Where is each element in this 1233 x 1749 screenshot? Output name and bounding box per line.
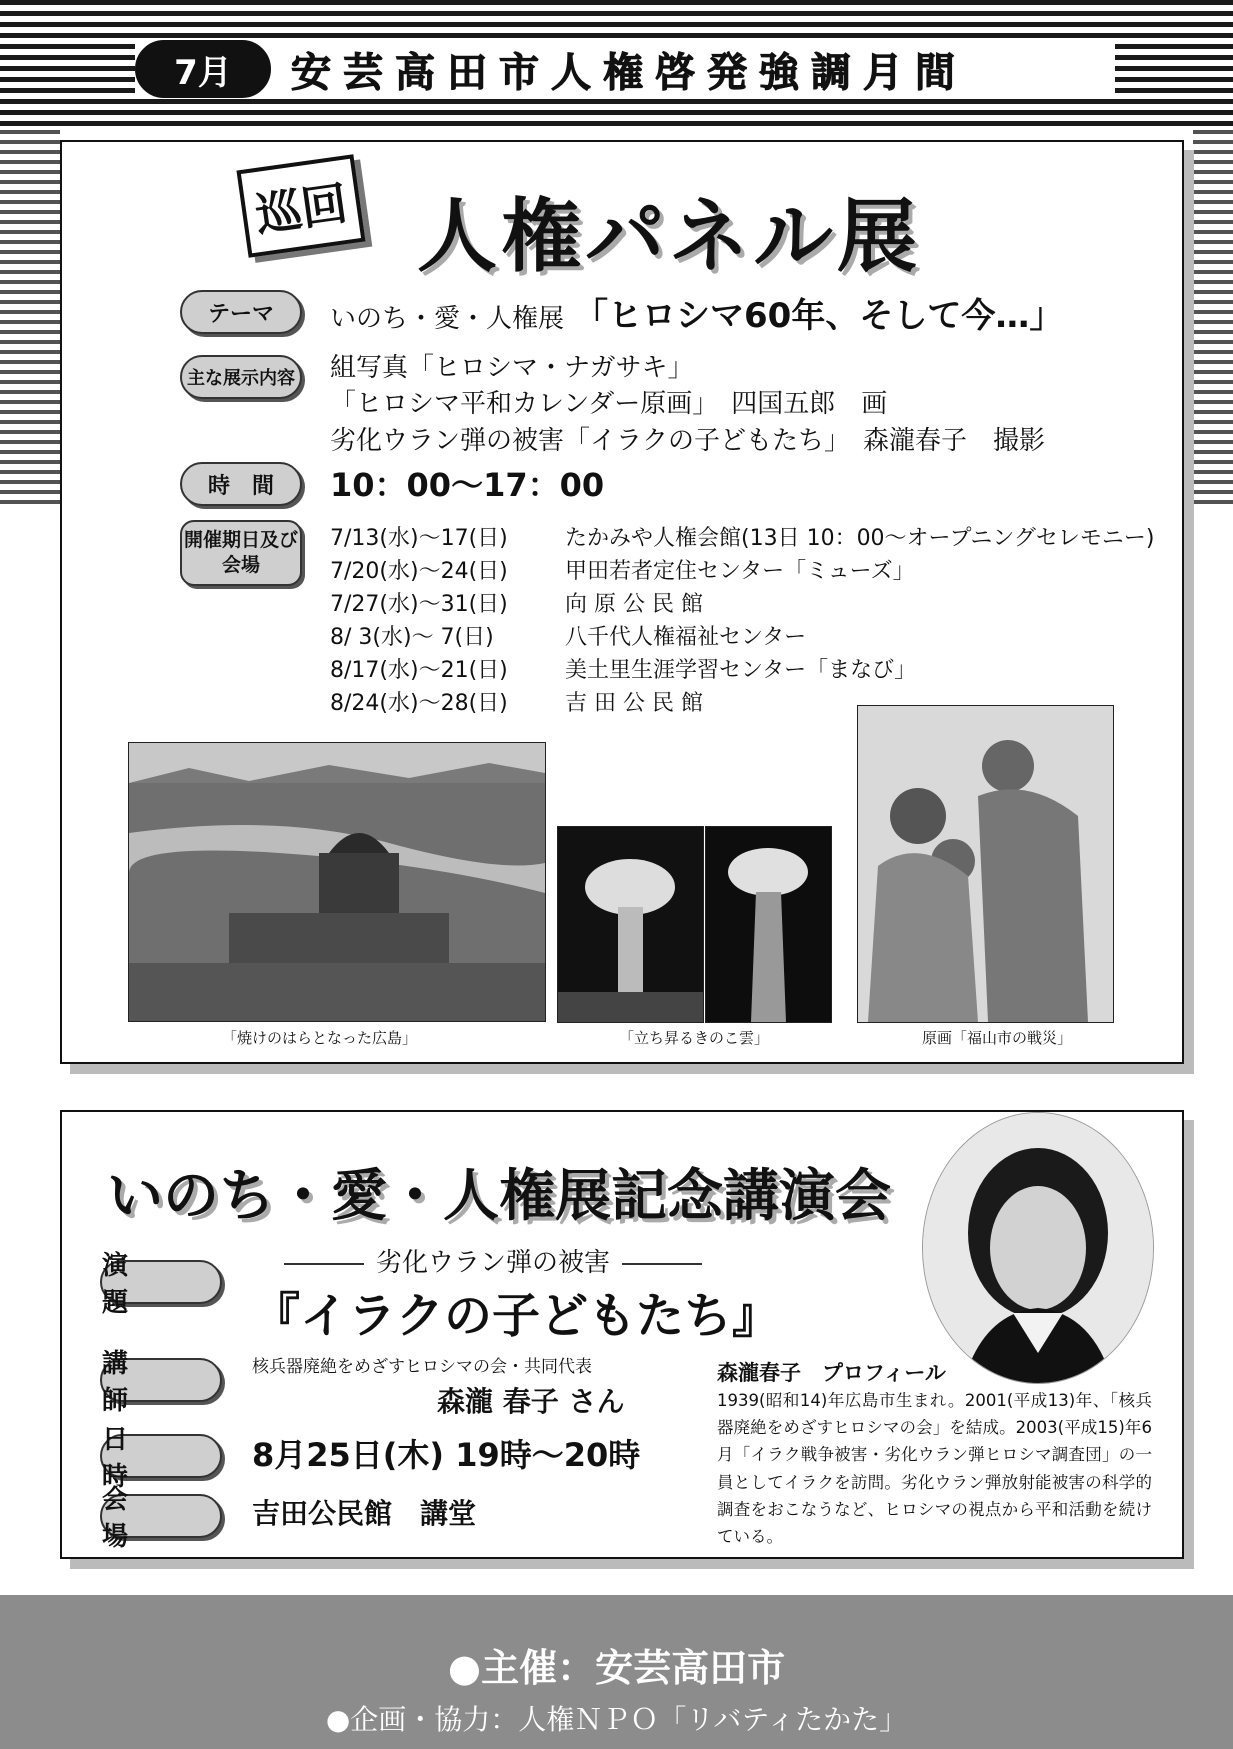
right-stripes	[1193, 130, 1233, 510]
month-badge: 7月	[135, 40, 271, 98]
left-stripes	[0, 130, 60, 510]
content-label: 主な展示内容	[180, 355, 302, 399]
speaker-portrait	[922, 1112, 1154, 1384]
schedule-row	[330, 619, 1155, 652]
schedule-row	[330, 553, 1155, 586]
schedule-date: 7/13(水)〜17(日)	[330, 526, 508, 551]
divider-line	[622, 1263, 702, 1265]
content-line: 「ヒロシマ平和カレンダー原画」 四国五郎 画	[330, 389, 888, 420]
time-label: 時 間	[180, 462, 302, 506]
organizer: ●主催：安芸高田市	[447, 1646, 786, 1690]
content-line: 組写真「ヒロシマ・ナガサキ」	[330, 353, 694, 383]
theme-row	[330, 288, 1063, 337]
time-value: 10：00〜17：00	[330, 466, 605, 504]
caption-painting: 原画「福山市の戦災」	[922, 1029, 1073, 1047]
theme-label: テーマ	[180, 290, 302, 334]
mushroom-cloud-photo-1	[557, 826, 704, 1023]
schedule-venue: たかみや人権会館(13日 10：00〜オープニングセレモニー)	[565, 526, 1155, 551]
schedule-row	[330, 652, 1155, 685]
divider-line	[284, 1263, 364, 1265]
schedule-venue: 八千代人権福祉センター	[565, 625, 807, 650]
schedule-row	[330, 586, 1155, 619]
hiroshima-ruins-photo	[128, 742, 546, 1022]
speaker-org: 核兵器廃絶をめざすヒロシマの会・共同代表	[252, 1357, 592, 1377]
caption-cloud: 「立ち昇るきのこ雲」	[619, 1029, 770, 1047]
date-label: 日 時	[100, 1434, 222, 1478]
schedule-date: 8/ 3(水)〜 7(日)	[330, 625, 494, 650]
footer	[0, 1595, 1233, 1749]
schedule-venue: 吉 田 公 民 館	[565, 691, 703, 716]
content-lines	[330, 350, 1045, 459]
theme-sub: いのち・愛・人権展	[330, 304, 565, 334]
topic-label: 演 題	[100, 1260, 222, 1304]
venue-value: 吉田公民館 講堂	[252, 1497, 477, 1530]
header-banner	[135, 40, 1115, 98]
date-value: 8月25日(木) 19時〜20時	[252, 1436, 641, 1474]
profile-title: 森瀧春子 プロフィール	[717, 1361, 946, 1385]
schedule-date: 7/27(水)〜31(日)	[330, 592, 508, 617]
theme-main: 「ヒロシマ60年、そして今…」	[574, 296, 1064, 336]
schedule-row	[330, 520, 1155, 553]
panel-exhibition-box	[60, 140, 1184, 1064]
schedule-venue: 向 原 公 民 館	[565, 592, 703, 617]
profile-body: 1939(昭和14)年広島市生まれ。2001(平成13)年、「核兵器廃絶をめざすヒロシマの会」を結成。2003(平成15)年6月「イラク戦争被害・劣化ウラン弾ヒロシマ調査団」の一員としてイラクを訪問。劣化ウラン弾放射能被害の科学的調査をおこなうなど、ヒロシマの視点から平和活動を続けている。	[717, 1391, 1152, 1547]
lecture-box	[60, 1110, 1184, 1559]
cooperation: ●企画・協力：人権ＮＰＯ「リバティたかた」	[325, 1703, 908, 1736]
schedule-date: 8/17(水)〜21(日)	[330, 658, 508, 683]
schedule-label: 開催期日及び会場	[180, 520, 302, 586]
touring-badge: 巡回	[236, 154, 365, 258]
venue-label: 会 場	[100, 1494, 222, 1538]
caption-ruins: 「焼けのはらとなった広島」	[222, 1029, 418, 1047]
header-title: 安芸高田市人権啓発強調月間	[291, 49, 967, 96]
schedule-date: 8/24(水)〜28(日)	[330, 691, 508, 716]
schedule-venue: 美土里生涯学習センター「まなび」	[565, 658, 917, 683]
schedule-list	[330, 520, 1155, 718]
panel-title: 人権パネル展	[417, 190, 921, 283]
topic-title: 『イラクの子どもたち』	[252, 1288, 781, 1344]
schedule-venue: 甲田若者定住センター「ミューズ」	[565, 559, 915, 584]
speaker-name: 森瀧 春子 さん	[437, 1385, 625, 1418]
schedule-date: 7/20(水)〜24(日)	[330, 559, 508, 584]
topic-sub: 劣化ウラン弾の被害	[376, 1248, 611, 1278]
speaker-label: 講 師	[100, 1358, 222, 1402]
mushroom-cloud-photo-2	[705, 826, 832, 1023]
topic-sub-row	[272, 1242, 714, 1279]
content-line: 劣化ウラン弾の被害「イラクの子どもたち」 森瀧春子 撮影	[330, 425, 1046, 456]
lecture-title: いのち・愛・人権展記念講演会	[107, 1164, 891, 1229]
painting-photo	[857, 705, 1114, 1023]
